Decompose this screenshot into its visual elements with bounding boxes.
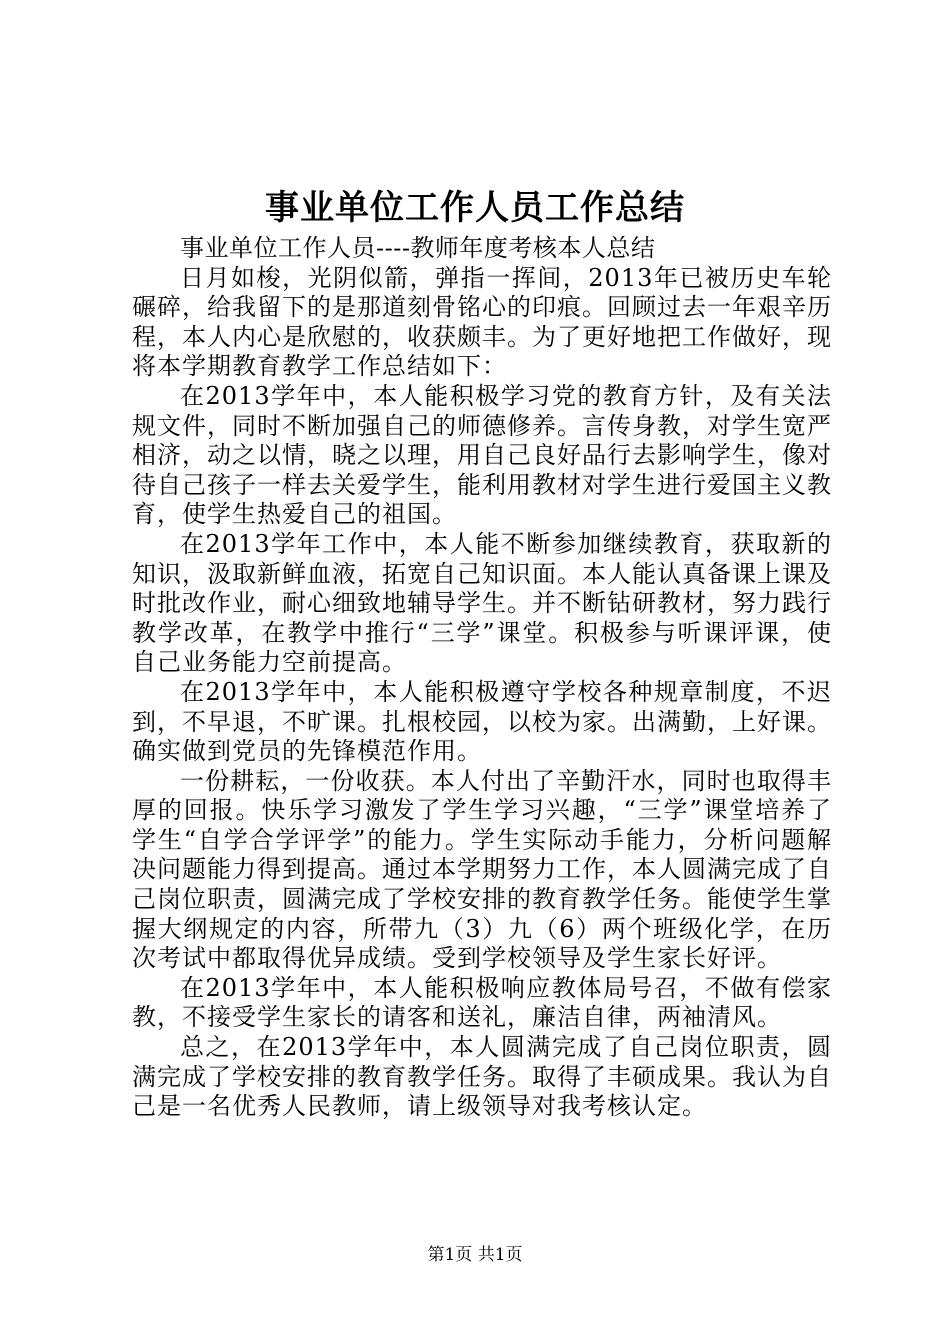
document-body xyxy=(132,234,832,1122)
paragraph-study: 在2013学年工作中，本人能不断参加继续教育，获取新的知识，汲取新鲜血液，拓宽自己知识面。本人能认真备课上课及时批改作业，耐心细致地辅导学生。并不断钻研教材，努力践行教学改革，在教学中推行“三学”课堂。积极参与听课评课，使自己业务能力空前提高。 xyxy=(132,529,832,677)
paragraph-intro: 日月如梭，光阴似箭，弹指一挥间，2013年已被历史车轮碾碎，给我留下的是那道刻骨铭心的印痕。回顾过去一年艰辛历程，本人内心是欣慰的，收获颇丰。为了更好地把工作做好，现将本学期教育教学工作总结如下： xyxy=(132,263,832,381)
paragraph-ethics: 在2013学年中，本人能积极学习党的教育方针，及有关法规文件，同时不断加强自己的师德修养。言传身教，对学生宽严相济，动之以情，晓之以理，用自己良好品行去影响学生，像对待自己孩子一样去关爱学生，能利用教材对学生进行爱国主义教育，使学生热爱自己的祖国。 xyxy=(132,381,832,529)
paragraph-conclusion: 总之，在2013学年中，本人圆满完成了自己岗位职责，圆满完成了学校安排的教育教学任务。取得了丰硕成果。我认为自己是一名优秀人民教师，请上级领导对我考核认定。 xyxy=(132,1033,832,1121)
document-title: 事业单位工作人员工作总结 xyxy=(265,188,685,228)
document-subtitle: 事业单位工作人员----教师年度考核本人总结 xyxy=(180,234,656,262)
paragraph-results: 一份耕耘，一份收获。本人付出了辛勤汗水，同时也取得丰厚的回报。快乐学习激发了学生学习兴趣，“三学”课堂培养了学生“自学合学评学”的能力。学生实际动手能力，分析问题解决问题能力得到提高。通过本学期努力工作，本人圆满完成了自己岗位职责，圆满完成了学校安排的教育教学任务。能使学生掌握大纲规定的内容，所带九（3）九（6）两个班级化学，在历次考试中都取得优异成绩。受到学校领导及学生家长好评。 xyxy=(132,766,832,973)
page-number: 第1页 共1页 xyxy=(427,1245,523,1265)
paragraph-discipline: 在2013学年中，本人能积极遵守学校各种规章制度，不迟到，不早退，不旷课。扎根校园，以校为家。出满勤，上好课。确实做到党员的先锋模范作用。 xyxy=(132,677,832,766)
paragraph-integrity: 在2013学年中，本人能积极响应教体局号召，不做有偿家教，不接受学生家长的请客和送礼，廉洁自律，两袖清风。 xyxy=(132,973,832,1032)
